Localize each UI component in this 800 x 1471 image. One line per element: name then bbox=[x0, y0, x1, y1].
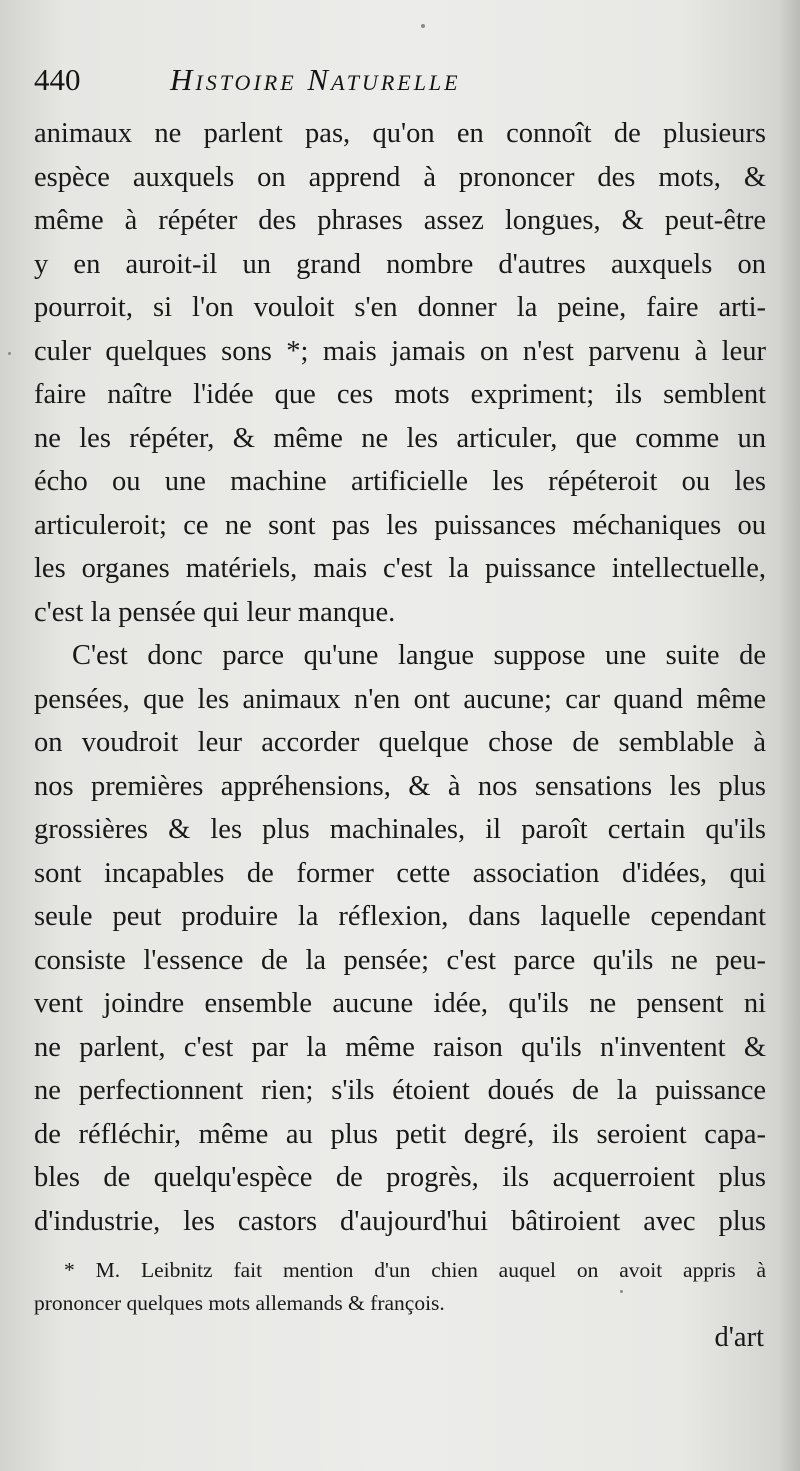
body-text bbox=[34, 112, 766, 1243]
text-line: culer quelques sons *; mais jamais on n'est parvenu à leur bbox=[34, 335, 766, 367]
footnote-line: * M. Leibnitz fait mention d'un chien auquel on avoit appris à bbox=[64, 1258, 766, 1282]
running-title: Histoire Naturelle bbox=[170, 62, 461, 97]
text-line: animaux ne parlent pas, qu'on en connoît de plusieurs bbox=[34, 118, 766, 149]
text-line: bles de quelqu'espèce de progrès, ils acquerroient plus bbox=[34, 1162, 766, 1193]
text-line: y en auroit-il un grand nombre d'autres auxquels on bbox=[34, 248, 766, 280]
footnote-line: prononcer quelques mots allemands & françois. bbox=[34, 1291, 445, 1315]
paper-speck bbox=[8, 352, 11, 355]
page-edge-shadow bbox=[778, 0, 800, 1471]
text-line: grossières & les plus machinales, il paroît certain qu'ils bbox=[34, 814, 766, 845]
text-line: espèce auxquels on apprend à prononcer des mots, & bbox=[34, 161, 766, 193]
text-line: sont incapables de former cette association d'idées, qui bbox=[34, 857, 766, 889]
text-line: ne parlent, c'est par la même raison qu'ils n'inventent & bbox=[34, 1031, 766, 1063]
text-line: ne perfectionnent rien; s'ils étoient doués de la puissance bbox=[34, 1075, 766, 1106]
paragraph-end-line: c'est la pensée qui leur manque. bbox=[34, 596, 396, 628]
paper-speck bbox=[421, 24, 425, 28]
text-line: pensées, que les animaux n'en ont aucune; car quand même bbox=[34, 683, 766, 715]
running-header bbox=[34, 62, 774, 106]
text-line: d'industrie, les castors d'aujourd'hui bâtiroient avec plus bbox=[34, 1205, 766, 1237]
text-line: articuleroit; ce ne sont pas les puissances méchaniques ou bbox=[34, 509, 766, 541]
text-line: consiste l'essence de la pensée; c'est parce qu'ils ne peu- bbox=[34, 944, 766, 976]
text-line: seule peut produire la réflexion, dans laquelle cependant bbox=[34, 901, 766, 932]
text-line: on voudroit leur accorder quelque chose de semblable à bbox=[34, 727, 766, 758]
text-line: écho ou une machine artificielle les répéteroit ou les bbox=[34, 466, 766, 497]
text-line: faire naître l'idée que ces mots expriment; ils semblent bbox=[34, 379, 766, 410]
catchword: d'art bbox=[714, 1322, 764, 1353]
footnote bbox=[34, 1254, 766, 1320]
text-line: pourroit, si l'on vouloit s'en donner la peine, faire arti- bbox=[34, 292, 766, 323]
text-line: même à répéter des phrases assez longues, & peut-être bbox=[34, 205, 766, 236]
paragraph-start-line: C'est donc parce qu'une langue suppose une suite de bbox=[72, 640, 766, 671]
text-line: de réfléchir, même au plus petit degré, ils seroient capa- bbox=[34, 1118, 766, 1150]
page-number: 440 bbox=[34, 62, 81, 97]
text-line: ne les répéter, & même ne les articuler, que comme un bbox=[34, 422, 766, 454]
text-line: les organes matériels, mais c'est la puissance intellectuelle, bbox=[34, 553, 766, 584]
text-line: nos premières appréhensions, & à nos sensations les plus bbox=[34, 770, 766, 802]
text-line: vent joindre ensemble aucune idée, qu'ils ne pensent ni bbox=[34, 988, 766, 1019]
